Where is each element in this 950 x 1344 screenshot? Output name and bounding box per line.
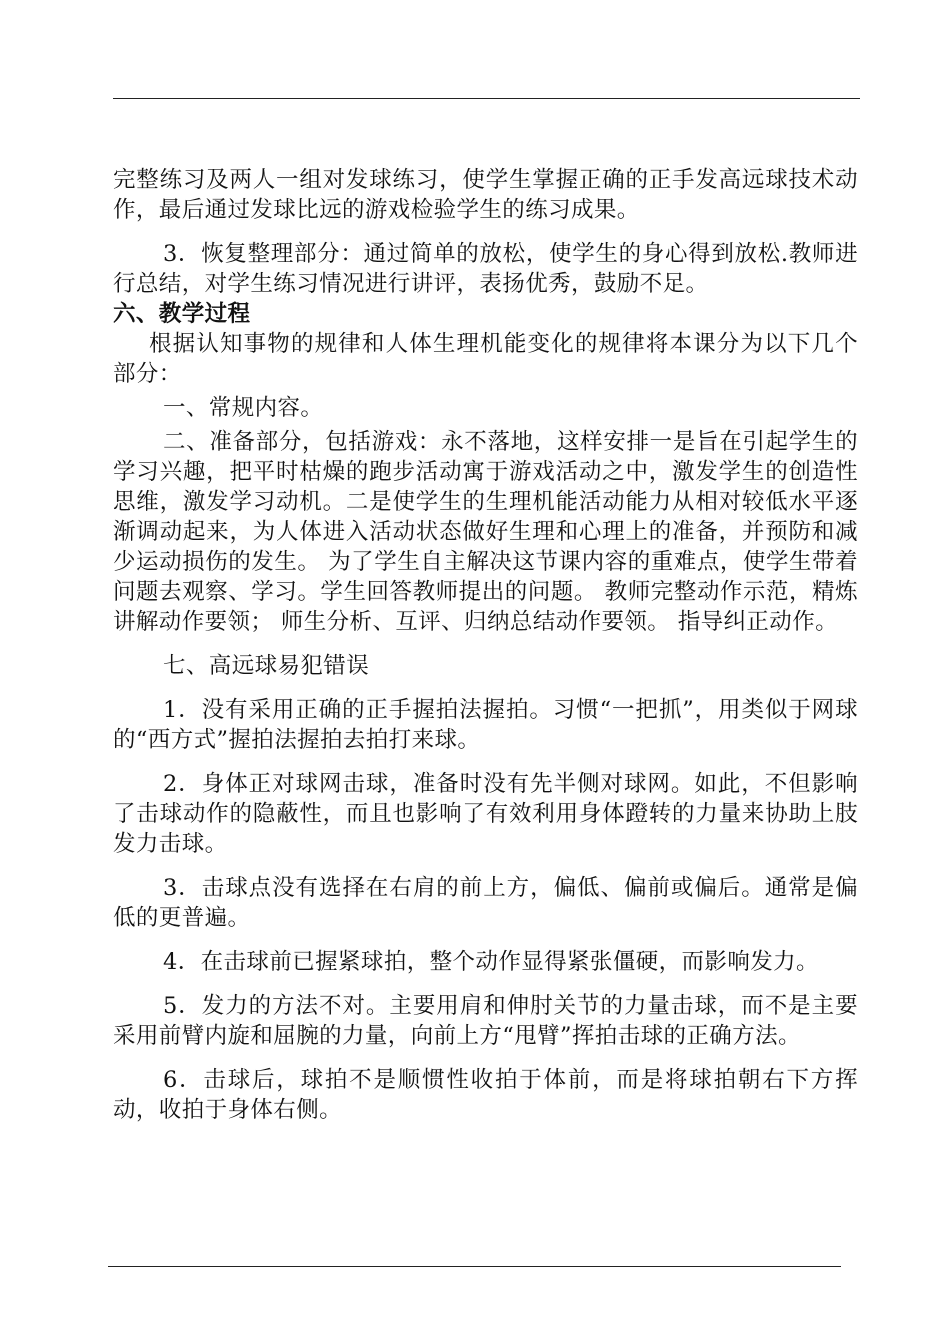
paragraph-routine: 一、常规内容。	[163, 395, 324, 421]
error-item-2: 2．身体正对球网击球，准备时没有先半侧对球网。如此，不但影响了击球动作的隐蔽性，而且也影响了有效利用身体蹬转的力量来协助上肢发力击球。	[113, 771, 858, 857]
section-heading-teaching-process: 六、教学过程	[113, 301, 251, 327]
header-rule	[113, 98, 860, 99]
paragraph-lesson-parts: 根据认知事物的规律和人体生理机能变化的规律将本课分为以下几个部分：	[113, 331, 858, 387]
paragraph-warmup: 二、准备部分，包括游戏：永不落地，这样安排一是旨在引起学生的学习兴趣，把平时枯燥的跑步活动寓于游戏活动之中，激发学生的创造性思维，激发学习动机。二是使学生的生理机能活动能力从相对较低水平逐渐调动起来，为人体进入活动状态做好生理和心理上的准备，并预防和减少运动损伤的发生。 为了学生自主解决这节课内容的重难点，使学生带着问题去观察、学习。学生回答教师提出的问题。 教师完整动作示范，精炼讲解动作要领； 师生分析、互评、归纳总结动作要领。 指导纠正动作。	[113, 429, 858, 635]
section-heading-common-errors: 七、高远球易犯错误	[163, 653, 370, 679]
error-item-6: 6．击球后，球拍不是顺惯性收拍于体前，而是将球拍朝右下方挥动，收拍于身体右侧。	[113, 1067, 858, 1123]
footer-rule	[108, 1266, 841, 1267]
error-item-5: 5．发力的方法不对。主要用肩和伸肘关节的力量击球，而不是主要采用前臂内旋和屈腕的力量，向前上方“甩臂”挥拍击球的正确方法。	[113, 993, 858, 1049]
paragraph-practice-summary: 完整练习及两人一组对发球练习，使学生掌握正确的正手发高远球技术动作，最后通过发球比远的游戏检验学生的练习成果。	[113, 167, 858, 223]
document-body	[113, 165, 858, 1125]
error-item-4: 4．在击球前已握紧球拍，整个动作显得紧张僵硬，而影响发力。	[163, 949, 819, 975]
error-item-3: 3．击球点没有选择在右肩的前上方，偏低、偏前或偏后。通常是偏低的更普遍。	[113, 875, 858, 931]
paragraph-cooldown: 3．恢复整理部分：通过简单的放松，使学生的身心得到放松.教师进行总结，对学生练习情况进行讲评，表扬优秀，鼓励不足。	[113, 241, 858, 297]
error-item-1: 1．没有采用正确的正手握拍法握拍。习惯“一把抓”，用类似于网球的“西方式”握拍法握拍去拍打来球。	[113, 697, 858, 753]
